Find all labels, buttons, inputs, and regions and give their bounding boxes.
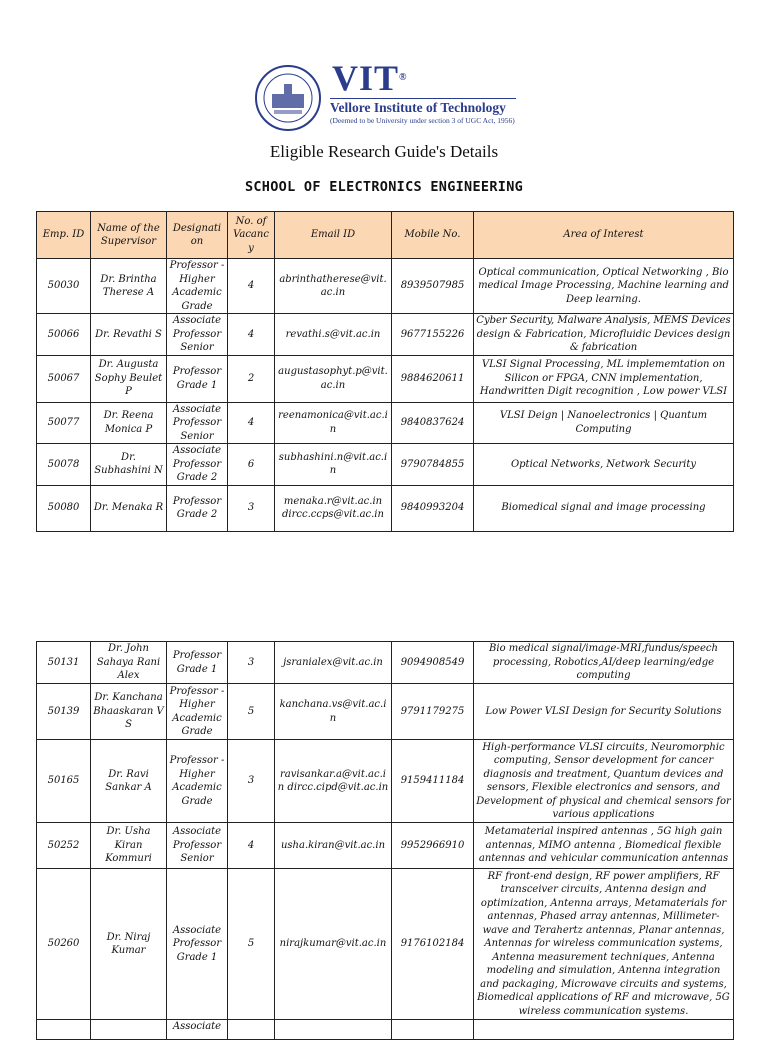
col-vacancy: No. of Vacanc y xyxy=(228,212,275,259)
table-row xyxy=(37,1020,734,1040)
cell-vacancy: 3 xyxy=(228,485,275,531)
cell-email: usha.kiran@vit.ac.in xyxy=(275,823,392,869)
guides-table-page-1 xyxy=(36,211,734,532)
cell-vacancy: 4 xyxy=(228,259,275,314)
cell-designation: Professor Grade 1 xyxy=(167,642,228,684)
cell-email: kanchana.vs@vit.ac.i n xyxy=(275,684,392,740)
cell-interest: Optical Networks, Network Security xyxy=(474,444,734,486)
cell-vacancy: 3 xyxy=(228,740,275,823)
cell-vacancy: 5 xyxy=(228,684,275,740)
table-row xyxy=(37,642,734,684)
cell-designation: Professor Grade 2 xyxy=(167,485,228,531)
col-name: Name of the Supervisor xyxy=(91,212,167,259)
cell-emp-id: 50077 xyxy=(37,402,91,444)
cell-name xyxy=(91,1020,167,1040)
cell-interest: RF front-end design, RF power amplifiers, RF transceiver circuits, Antenna design and optimization, Antenna arrays, Metamaterials for antennas, Phased array antennas, Millimeter-wave and Terahertz antennas, Planar antennas, Antennas for wireless communication systems, Antenna measurement techniques, Antenna modeling and simulation, Antenna integration and packaging, Microwave circuits and systems, Biomedical applications of RF and microwave, 5G wireless communication systems. xyxy=(474,869,734,1020)
cell-designation: Professor - Higher Academic Grade xyxy=(167,740,228,823)
cell-emp-id: 50067 xyxy=(37,355,91,402)
cell-email: subhashini.n@vit.ac.i n xyxy=(275,444,392,486)
cell-interest: VLSI Signal Processing, ML implememtation on Silicon or FPGA, CNN implementation, Handwritten Digit recognition , Low power VLSI xyxy=(474,355,734,402)
cell-name: Dr. Ravi Sankar A xyxy=(91,740,167,823)
cell-email: abrinthatherese@vit. ac.in xyxy=(275,259,392,314)
cell-email xyxy=(275,1020,392,1040)
cell-vacancy: 4 xyxy=(228,402,275,444)
cell-mobile: 9176102184 xyxy=(392,869,474,1020)
cell-email: augustasophyt.p@vit. ac.in xyxy=(275,355,392,402)
cell-emp-id: 50139 xyxy=(37,684,91,740)
cell-name: Dr. Brintha Therese A xyxy=(91,259,167,314)
cell-designation: Professor Grade 1 xyxy=(167,355,228,402)
cell-mobile: 9790784855 xyxy=(392,444,474,486)
cell-emp-id: 50131 xyxy=(37,642,91,684)
cell-interest: High-performance VLSI circuits, Neuromorphic computing, Sensor development for cancer diagnosis and treatment, Quantum devices and sensors, Flexible electronics and sensors, and Development of physical and chemical sensors for various applications xyxy=(474,740,734,823)
table-row xyxy=(37,259,734,314)
cell-emp-id: 50165 xyxy=(37,740,91,823)
col-designation: Designati on xyxy=(167,212,228,259)
col-email: Email ID xyxy=(275,212,392,259)
cell-designation: Associate Professor Senior xyxy=(167,402,228,444)
col-mobile: Mobile No. xyxy=(392,212,474,259)
cell-mobile: 9884620611 xyxy=(392,355,474,402)
cell-emp-id: 50252 xyxy=(37,823,91,869)
cell-email: revathi.s@vit.ac.in xyxy=(275,314,392,356)
institute-note: (Deemed to be University under section 3 of UGC Act, 1956) xyxy=(330,116,515,125)
cell-name: Dr. Revathi S xyxy=(91,314,167,356)
cell-name: Dr. Augusta Sophy Beulet P xyxy=(91,355,167,402)
cell-emp-id: 50030 xyxy=(37,259,91,314)
table-row xyxy=(37,684,734,740)
cell-vacancy: 3 xyxy=(228,642,275,684)
logo-wordmark: VIT® xyxy=(332,58,408,98)
cell-vacancy xyxy=(228,1020,275,1040)
cell-mobile xyxy=(392,1020,474,1040)
col-emp-id: Emp. ID xyxy=(37,212,91,259)
logo-divider xyxy=(330,98,516,99)
cell-name: Dr. Niraj Kumar xyxy=(91,869,167,1020)
cell-email: jsranialex@vit.ac.in xyxy=(275,642,392,684)
cell-email: reenamonica@vit.ac.i n xyxy=(275,402,392,444)
cell-interest xyxy=(474,1020,734,1040)
vit-seal-icon xyxy=(254,64,322,132)
cell-interest: Metamaterial inspired antennas , 5G high gain antennas, MIMO antenna , Biomedical flexible antennas and vehicular communication antennas xyxy=(474,823,734,869)
page-title: Eligible Research Guide's Details xyxy=(269,142,499,161)
cell-emp-id: 50078 xyxy=(37,444,91,486)
cell-interest: Cyber Security, Malware Analysis, MEMS Devices design & Fabrication, Microfluidic Devices design & fabrication xyxy=(474,314,734,356)
cell-emp-id: 50066 xyxy=(37,314,91,356)
cell-mobile: 9840993204 xyxy=(392,485,474,531)
cell-email: nirajkumar@vit.ac.in xyxy=(275,869,392,1020)
institute-name: Vellore Institute of Technology xyxy=(330,100,506,115)
cell-designation: Associate Professor Senior xyxy=(167,823,228,869)
cell-mobile: 9159411184 xyxy=(392,740,474,823)
cell-mobile: 9094908549 xyxy=(392,642,474,684)
guides-table-page-2 xyxy=(36,641,734,1040)
cell-interest: VLSI Deign | Nanoelectronics | Quantum Computing xyxy=(474,402,734,444)
cell-email: ravisankar.a@vit.ac.i n dircc.cipd@vit.ac.in xyxy=(275,740,392,823)
cell-name: Dr. Reena Monica P xyxy=(91,402,167,444)
cell-mobile: 9677155226 xyxy=(392,314,474,356)
cell-mobile: 8939507985 xyxy=(392,259,474,314)
cell-emp-id xyxy=(37,1020,91,1040)
col-interest: Area of Interest xyxy=(474,212,734,259)
cell-designation: Associate xyxy=(167,1020,228,1040)
table-row xyxy=(37,314,734,356)
school-title: SCHOOL OF ELECTRONICS ENGINEERING xyxy=(244,179,524,195)
cell-name: Dr. Kanchana Bhaaskaran V S xyxy=(91,684,167,740)
cell-name: Dr. Usha Kiran Kommuri xyxy=(91,823,167,869)
table-row xyxy=(37,355,734,402)
cell-interest: Low Power VLSI Design for Security Solutions xyxy=(474,684,734,740)
table-row xyxy=(37,740,734,823)
table-row xyxy=(37,402,734,444)
cell-interest: Biomedical signal and image processing xyxy=(474,485,734,531)
cell-email: menaka.r@vit.ac.in dircc.ccps@vit.ac.in xyxy=(275,485,392,531)
cell-mobile: 9952966910 xyxy=(392,823,474,869)
cell-vacancy: 6 xyxy=(228,444,275,486)
cell-vacancy: 5 xyxy=(228,869,275,1020)
cell-designation: Professor - Higher Academic Grade xyxy=(167,259,228,314)
cell-mobile: 9791179275 xyxy=(392,684,474,740)
table-row xyxy=(37,485,734,531)
table-row xyxy=(37,823,734,869)
cell-designation: Associate Professor Senior xyxy=(167,314,228,356)
cell-mobile: 9840837624 xyxy=(392,402,474,444)
cell-name: Dr. Menaka R xyxy=(91,485,167,531)
cell-interest: Optical communication, Optical Networking , Bio medical Image Processing, Machine learning and Deep learning. xyxy=(474,259,734,314)
cell-designation: Associate Professor Grade 2 xyxy=(167,444,228,486)
table-row xyxy=(37,869,734,1020)
table-row xyxy=(37,444,734,486)
cell-designation: Associate Professor Grade 1 xyxy=(167,869,228,1020)
table-header-row xyxy=(37,212,734,259)
cell-designation: Professor - Higher Academic Grade xyxy=(167,684,228,740)
vit-logo xyxy=(254,58,518,136)
cell-vacancy: 2 xyxy=(228,355,275,402)
cell-name: Dr. Subhashini N xyxy=(91,444,167,486)
cell-vacancy: 4 xyxy=(228,314,275,356)
cell-name: Dr. John Sahaya Rani Alex xyxy=(91,642,167,684)
cell-vacancy: 4 xyxy=(228,823,275,869)
cell-emp-id: 50260 xyxy=(37,869,91,1020)
cell-interest: Bio medical signal/image-MRI,fundus/speech processing, Robotics,AI/deep learning/edge computing xyxy=(474,642,734,684)
cell-emp-id: 50080 xyxy=(37,485,91,531)
